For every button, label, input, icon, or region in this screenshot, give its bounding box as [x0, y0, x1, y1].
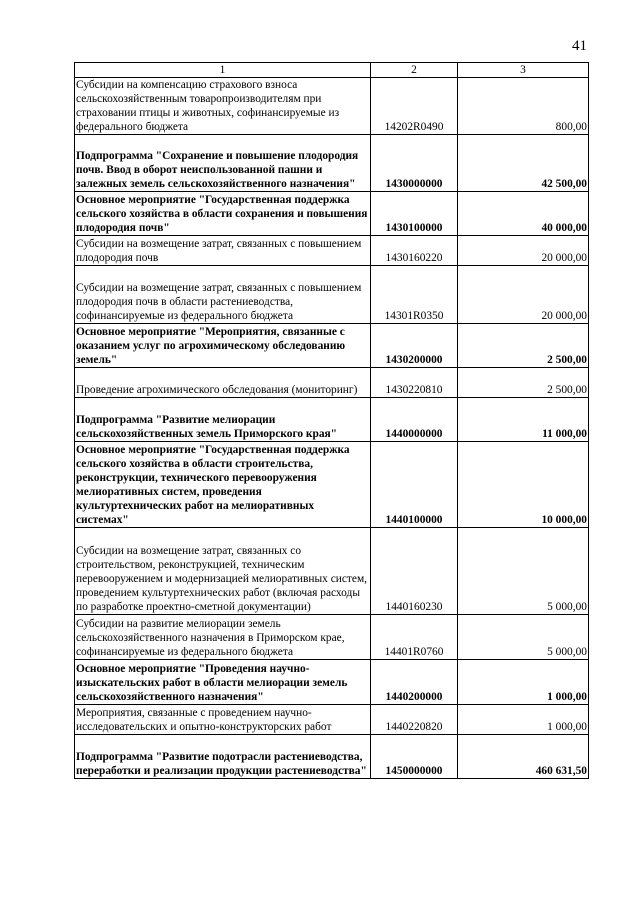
table-row [75, 442, 589, 528]
table-row [75, 660, 589, 705]
row-name: Основное мероприятие "Мероприятия, связанные с оказанием услуг по агрохимическому обследованию земель" [75, 324, 371, 368]
row-code: 1430000000 [371, 135, 458, 192]
row-amount: 10 000,00 [458, 442, 589, 528]
row-code: 1440160230 [371, 528, 458, 615]
row-amount: 20 000,00 [458, 266, 589, 324]
table-row [75, 615, 589, 660]
row-code: 1440000000 [371, 398, 458, 442]
table-row [75, 78, 589, 135]
row-amount: 40 000,00 [458, 192, 589, 236]
table-row [75, 135, 589, 192]
row-name: Основное мероприятие "Проведения научно-изыскательских работ в области мелиорации земель сельскохозяйственного назначения" [75, 660, 371, 705]
row-amount: 5 000,00 [458, 528, 589, 615]
table-header-row [75, 63, 589, 78]
row-code: 1450000000 [371, 735, 458, 779]
row-amount: 2 500,00 [458, 368, 589, 398]
row-name: Субсидии на возмещение затрат, связанных с повышением плодородия почв [75, 236, 371, 266]
row-code: 1440100000 [371, 442, 458, 528]
table-row [75, 735, 589, 779]
table-row [75, 324, 589, 368]
row-code: 14202R0490 [371, 78, 458, 135]
table-row [75, 236, 589, 266]
table-row [75, 266, 589, 324]
table-row [75, 192, 589, 236]
row-name: Основное мероприятие "Государственная поддержка сельского хозяйства в области сохранения и повышения плодородия почв" [75, 192, 371, 236]
row-code: 1440220820 [371, 705, 458, 735]
row-amount: 1 000,00 [458, 660, 589, 705]
row-amount: 5 000,00 [458, 615, 589, 660]
row-name: Подпрограмма "Развитие подотрасли растениеводства, переработки и реализации продукции растениеводства" [75, 735, 371, 779]
row-name: Основное мероприятие "Государственная поддержка сельского хозяйства в области строительства, реконструкции, технического перевооружения мелиоративных систем, проведения культуртехнических работ на мелиоративных системах" [75, 442, 371, 528]
row-code: 1430220810 [371, 368, 458, 398]
table-row [75, 705, 589, 735]
row-amount: 800,00 [458, 78, 589, 135]
row-code: 14401R0760 [371, 615, 458, 660]
header-col-3: 3 [458, 63, 589, 78]
row-name: Субсидии на возмещение затрат, связанных со строительством, реконструкцией, техническим перевооружением и модернизацией мелиоративных систем, проведением культуртехнических работ (включая расходы по разработке проектно-сметной документации) [75, 528, 371, 615]
row-code: 14301R0350 [371, 266, 458, 324]
row-name: Мероприятия, связанные с проведением научно-исследовательских и опытно-конструкторских работ [75, 705, 371, 735]
budget-table [74, 62, 589, 779]
row-code: 1440200000 [371, 660, 458, 705]
header-col-1: 1 [75, 63, 371, 78]
row-name: Субсидии на развитие мелиорации земель сельскохозяйственного назначения в Приморском крае, софинансируемые из федерального бюджета [75, 615, 371, 660]
row-name: Подпрограмма "Сохранение и повышение плодородия почв. Ввод в оборот неиспользованной пашни и залежных земель сельскохозяйственного назначения" [75, 135, 371, 192]
row-amount: 2 500,00 [458, 324, 589, 368]
row-code: 1430200000 [371, 324, 458, 368]
row-amount: 11 000,00 [458, 398, 589, 442]
row-name: Подпрограмма "Развитие мелиорации сельскохозяйственных земель Приморского края" [75, 398, 371, 442]
row-code: 1430100000 [371, 192, 458, 236]
row-name: Субсидии на компенсацию страхового взноса сельскохозяйственным товаропроизводителям при страховании птицы и животных, софинансируемые из федерального бюджета [75, 78, 371, 135]
row-amount: 20 000,00 [458, 236, 589, 266]
row-name: Проведение агрохимического обследования (мониторинг) [75, 368, 371, 398]
row-code: 1430160220 [371, 236, 458, 266]
table-row [75, 528, 589, 615]
row-amount: 1 000,00 [458, 705, 589, 735]
table-row [75, 398, 589, 442]
row-amount: 460 631,50 [458, 735, 589, 779]
header-col-2: 2 [371, 63, 458, 78]
page-number: 41 [572, 38, 587, 54]
row-amount: 42 500,00 [458, 135, 589, 192]
table-row [75, 368, 589, 398]
row-name: Субсидии на возмещение затрат, связанных с повышением плодородия почв в области растениеводства, софинансируемые из федерального бюджета [75, 266, 371, 324]
